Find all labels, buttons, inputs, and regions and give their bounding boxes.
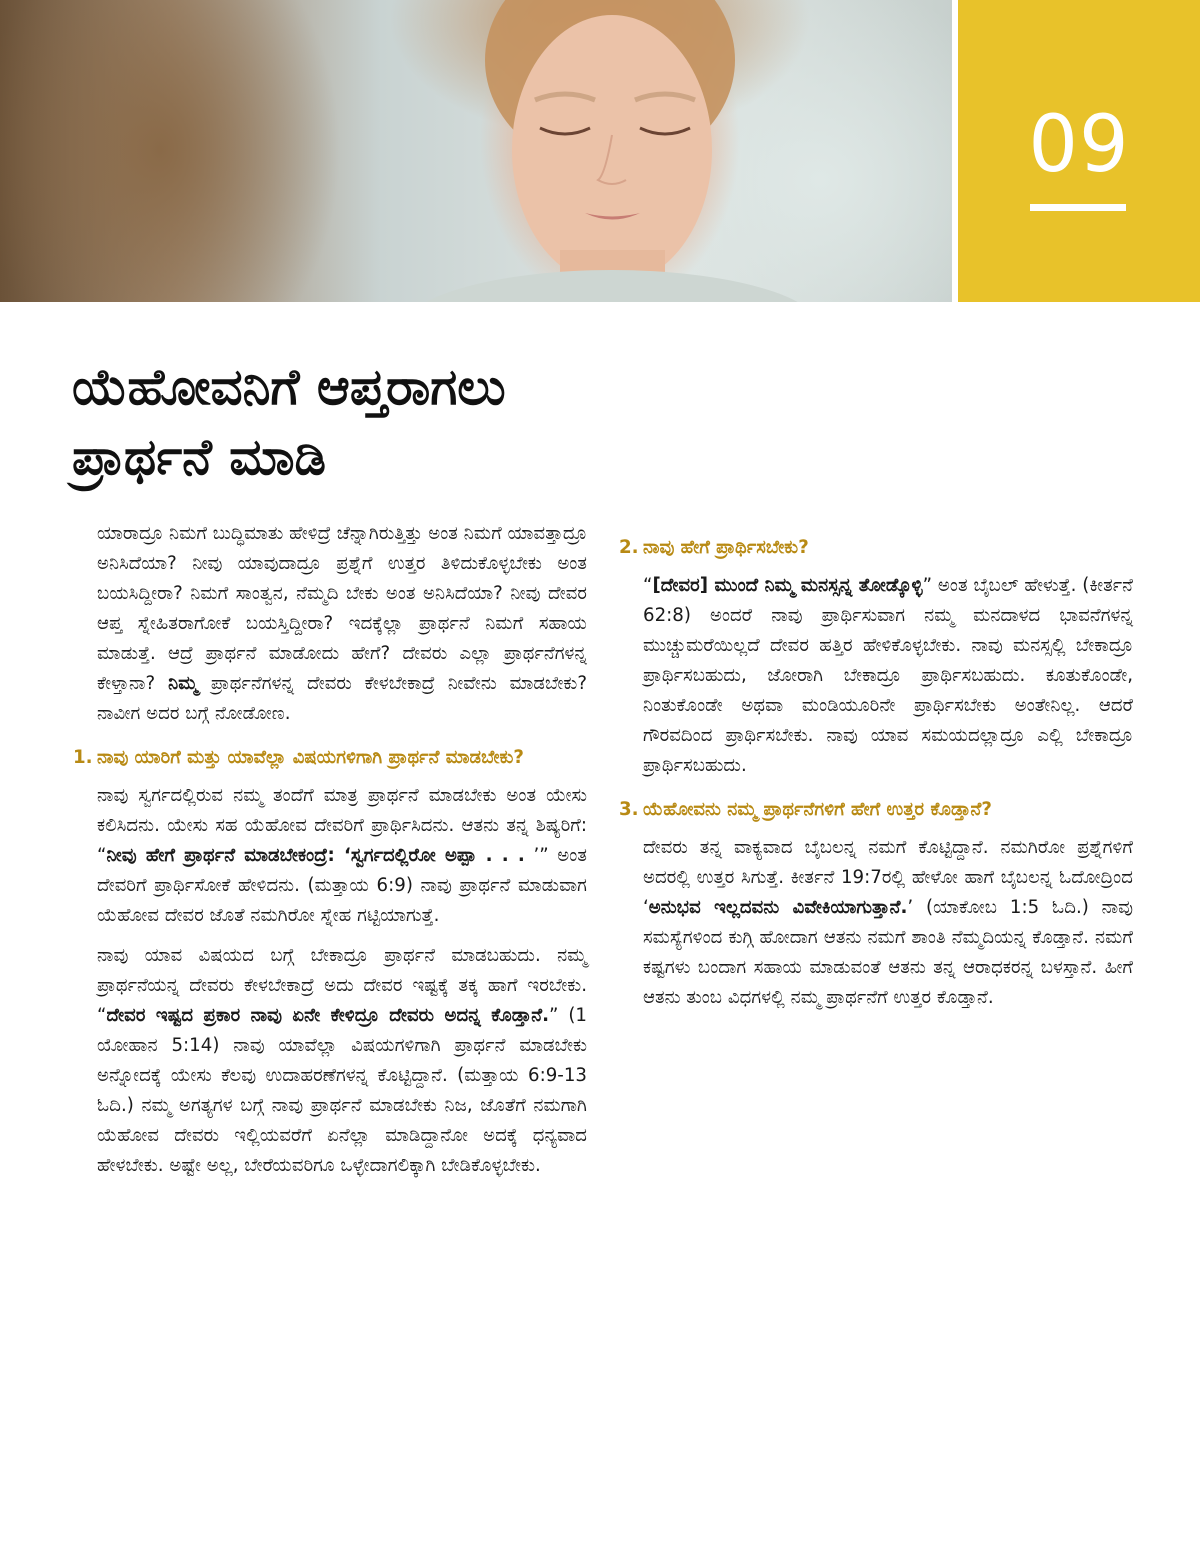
question-heading-1: 1. ನಾವು ಯಾರಿಗೆ ಮತ್ತು ಯಾವೆಲ್ಲಾ ವಿಷಯಗಳಿಗಾಗಿ ಪ್ರಾರ್ಥನೆ ಮಾಡಬೇಕು? [97, 743, 587, 773]
intro-paragraph: ಯಾರಾದ್ರೂ ನಿಮಗೆ ಬುದ್ಧಿಮಾತು ಹೇಳಿದ್ರೆ ಚೆನ್ನಾಗಿರುತ್ತಿತ್ತು ಅಂತ ನಿಮಗೆ ಯಾವತ್ತಾದ್ರೂ ಅನಿಸಿದೆಯಾ? ನೀವು ಯಾವುದಾದ್ರೂ ಪ್ರಶ್ನೆಗೆ ಉತ್ತರ ತಿಳಿದುಕೊಳ್ಳಬೇಕು ಅಂತ ಬಯಸಿದ್ದೀರಾ? ನಿಮಗೆ ಸಾಂತ್ವನ, ನೆಮ್ಮದಿ ಬೇಕು ಅಂತ ಅನಿಸಿದೆಯಾ? ನೀವು ದೇವರ ಆಪ್ತ ಸ್ನೇಹಿತರಾಗೋಕೆ ಬಯಸ್ತಿದ್ದೀರಾ? ಇದಕ್ಕೆಲ್ಲಾ ಪ್ರಾರ್ಥನೆ ನಿಮಗೆ ಸಹಾಯ ಮಾಡುತ್ತೆ. ಆದ್ರೆ ಪ್ರಾರ್ಥನೆ ಮಾಡೋದು ಹೇಗೆ? ದೇವರು ಎಲ್ಲಾ ಪ್ರಾರ್ಥನೆಗಳನ್ನ ಕೇಳ್ತಾನಾ? ನಿಮ್ಮ ಪ್ರಾರ್ಥನೆಗಳನ್ನ ದೇವರು ಕೇಳಬೇಕಾದ್ರೆ ನೀವೇನು ಮಾಡಬೇಕು? ನಾವೀಗ ಅದರ ಬಗ್ಗೆ ನೋಡೋಣ. [97, 523, 587, 724]
question-number: 1. [73, 747, 93, 768]
lesson-number-badge [958, 0, 1200, 302]
question-heading-3: 3. ಯೆಹೋವನು ನಮ್ಮ ಪ್ರಾರ್ಥನೆಗಳಿಗೆ ಹೇಗೆ ಉತ್ತರ ಕೊಡ್ತಾನೆ? [643, 795, 1133, 825]
lesson-number: 09 [1028, 100, 1130, 190]
badge-underline [1030, 204, 1126, 211]
section-1-paragraph-1: ನಾವು ಸ್ವರ್ಗದಲ್ಲಿರುವ ನಮ್ಮ ತಂದೆಗೆ ಮಾತ್ರ ಪ್ರಾರ್ಥನೆ ಮಾಡಬೇಕು ಅಂತ ಯೇಸು ಕಲಿಸಿದನು. ಯೇಸು ಸಹ ಯೆಹೋವ ದೇವರಿಗೆ ಪ್ರಾರ್ಥಿಸಿದನು. ಆತನು ತನ್ನ ಶಿಷ್ಯರಿಗೆ: “ನೀವು ಹೇಗೆ ಪ್ರಾರ್ಥನೆ ಮಾಡಬೇಕಂದ್ರೆ: ‘ಸ್ವರ್ಗದಲ್ಲಿರೋ ಅಪ್ಪಾ . . . ’” ಅಂತ ದೇವರಿಗೆ ಪ್ರಾರ್ಥಿಸೋಕೆ ಹೇಳಿದನು. (ಮತ್ತಾಯ 6:9) ನಾವು ಪ್ರಾರ್ಥನೆ ಮಾಡುವಾಗ ಯೆಹೋವ ದೇವರ ಜೊತೆ ನಮಗಿರೋ ಸ್ನೇಹ ಗಟ್ಟಿಯಾಗುತ್ತೆ. [97, 785, 587, 926]
title-line-2: ಪ್ರಾರ್ಥನೆ ಮಾಡಿ [72, 428, 327, 486]
right-column [619, 519, 1133, 1023]
section-1-paragraph-2: ನಾವು ಯಾವ ವಿಷಯದ ಬಗ್ಗೆ ಬೇಕಾದ್ರೂ ಪ್ರಾರ್ಥನೆ ಮಾಡಬಹುದು. ನಮ್ಮ ಪ್ರಾರ್ಥನೆಯನ್ನ ದೇವರು ಕೇಳಬೇಕಾದ್ರೆ ಅದು ದೇವರ ಇಷ್ಟಕ್ಕೆ ತಕ್ಕ ಹಾಗೆ ಇರಬೇಕು. “ದೇವರ ಇಷ್ಟದ ಪ್ರಕಾರ ನಾವು ಏನೇ ಕೇಳಿದ್ರೂ ದೇವರು ಅದನ್ನ ಕೊಡ್ತಾನೆ.” (1 ಯೋಹಾನ 5:14) ನಾವು ಯಾವೆಲ್ಲಾ ವಿಷಯಗಳಿಗಾಗಿ ಪ್ರಾರ್ಥನೆ ಮಾಡಬೇಕು ಅನ್ನೋದಕ್ಕೆ ಯೇಸು ಕೆಲವು ಉದಾಹರಣೆಗಳನ್ನ ಕೊಟ್ಟಿದ್ದಾನೆ. (ಮತ್ತಾಯ 6:9-13 ಓದಿ.) ನಮ್ಮ ಅಗತ್ಯಗಳ ಬಗ್ಗೆ ನಾವು ಪ್ರಾರ್ಥನೆ ಮಾಡಬೇಕು ನಿಜ, ಜೊತೆಗೆ ನಮಗಾಗಿ ಯೆಹೋವ ದೇವರು ಇಲ್ಲಿಯವರೆಗೆ ಏನೆಲ್ಲಾ ಮಾಡಿದ್ದಾನೋ ಅದಕ್ಕೆ ಧನ್ಯವಾದ ಹೇಳಬೇಕು. ಅಷ್ಟೇ ಅಲ್ಲ, ಬೇರೆಯವರಿಗೂ ಒಳ್ಳೇದಾಗಲಿಕ್ಕಾಗಿ ಬೇಡಿಕೊಳ್ಳಬೇಕು. [97, 945, 587, 1176]
title-line-1: ಯೆಹೋವನಿಗೆ ಆಪ್ತರಾಗಲು [72, 358, 506, 416]
section-2-paragraph: “[ದೇವರ] ಮುಂದೆ ನಿಮ್ಮ ಮನಸ್ಸನ್ನ ತೋಡ್ಕೊಳ್ಳಿ” ಅಂತ ಬೈಬಲ್ ಹೇಳುತ್ತೆ. (ಕೀರ್ತನೆ 62:8) ಅಂದರೆ ನಾವು ಪ್ರಾರ್ಥಿಸುವಾಗ ನಮ್ಮ ಮನದಾಳದ ಭಾವನೆಗಳನ್ನ ಮುಚ್ಚುಮರೆಯಿಲ್ಲದೆ ದೇವರ ಹತ್ತಿರ ಹೇಳಿಕೊಳ್ಳಬೇಕು. ನಾವು ಮನಸ್ಸಲ್ಲಿ ಬೇಕಾದ್ರೂ ಪ್ರಾರ್ಥಿಸಬಹುದು, ಜೋರಾಗಿ ಬೇಕಾದ್ರೂ ಪ್ರಾರ್ಥಿಸಬಹುದು. ಕೂತುಕೊಂಡೇ, ನಿಂತುಕೊಂಡೇ ಅಥವಾ ಮಂಡಿಯೂರಿನೇ ಪ್ರಾರ್ಥಿಸಬೇಕು ಅಂತೇನಿಲ್ಲ. ಆದರೆ ಗೌರವದಿಂದ ಪ್ರಾರ್ಥಿಸಬೇಕು. ನಾವು ಯಾವ ಸಮಯದಲ್ಲಾದ್ರೂ ಎಲ್ಲಿ ಬೇಕಾದ್ರೂ ಪ್ರಾರ್ಥಿಸಬಹುದು. [643, 575, 1133, 776]
question-number: 2. [619, 537, 639, 558]
question-number: 3. [619, 799, 639, 820]
question-heading-2: 2. ನಾವು ಹೇಗೆ ಪ್ರಾರ್ಥಿಸಬೇಕು? [643, 533, 1133, 563]
left-column [73, 519, 587, 1191]
section-3-paragraph: ದೇವರು ತನ್ನ ವಾಕ್ಯವಾದ ಬೈಬಲನ್ನ ನಮಗೆ ಕೊಟ್ಟಿದ್ದಾನೆ. ನಮಗಿರೋ ಪ್ರಶ್ನೆಗಳಿಗೆ ಅದರಲ್ಲಿ ಉತ್ತರ ಸಿಗುತ್ತೆ. ಕೀರ್ತನೆ 19:7ರಲ್ಲಿ ಹೇಳೋ ಹಾಗೆ ಬೈಬಲನ್ನ ಓದೋದ್ರಿಂದ ‘ಅನುಭವ ಇಲ್ಲದವನು ವಿವೇಕಿಯಾಗುತ್ತಾನೆ.’ (ಯಾಕೋಬ 1:5 ಓದಿ.) ನಾವು ಸಮಸ್ಯೆಗಳಿಂದ ಕುಗ್ಗಿ ಹೋದಾಗ ಆತನು ನಮಗೆ ಶಾಂತಿ ನೆಮ್ಮದಿಯನ್ನ ಕೊಡ್ತಾನೆ. ನಮಗೆ ಕಷ್ಟಗಳು ಬಂದಾಗ ಸಹಾಯ ಮಾಡುವಂತೆ ಆತನು ತನ್ನ ಆರಾಧಕರನ್ನ ಬಳಸ್ತಾನೆ. ಹೀಗೆ ಆತನು ತುಂಬ ವಿಧಗಳಲ್ಲಿ ನಮ್ಮ ಪ್ರಾರ್ಥನೆಗೆ ಉತ್ತರ ಕೊಡ್ತಾನೆ. [643, 837, 1133, 1008]
hero-photo [0, 0, 952, 302]
page-title [72, 352, 892, 492]
woman-praying-illustration [0, 0, 952, 302]
